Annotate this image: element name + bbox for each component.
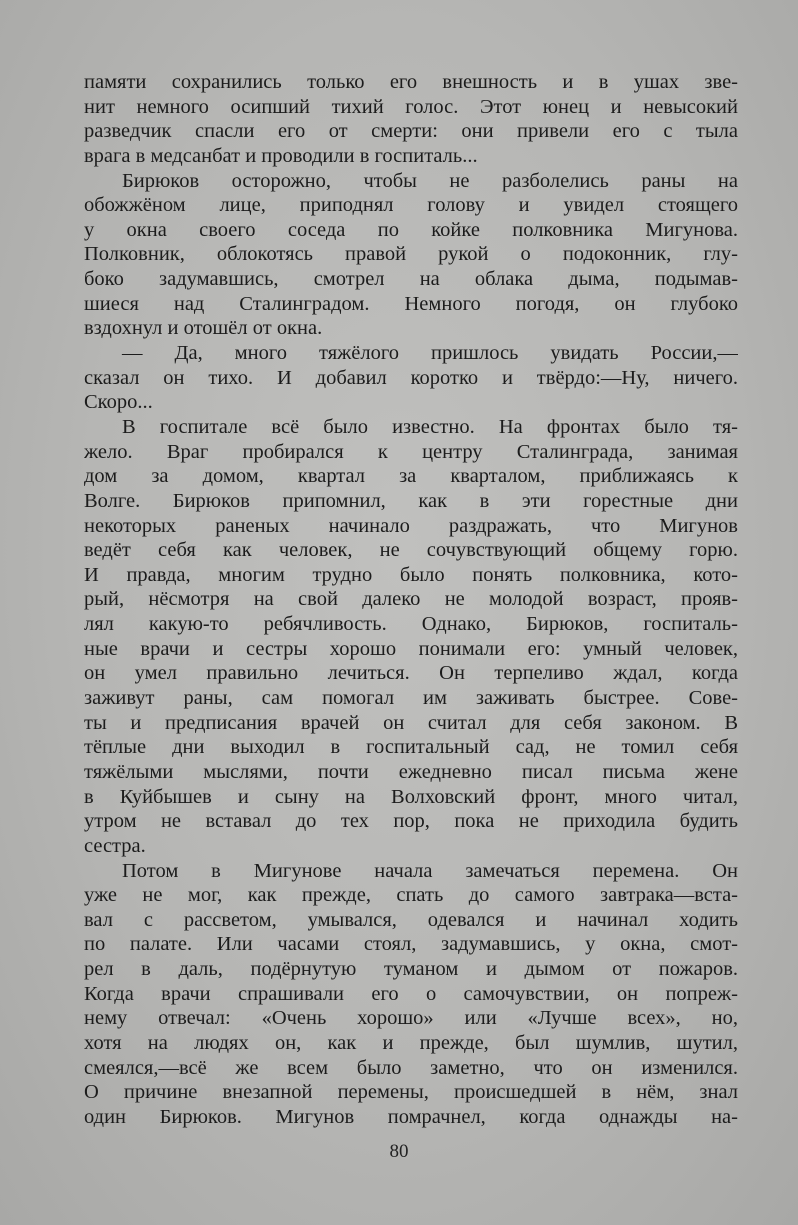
text-line-28: тёплые дни выходил в госпитальный сад, не томил себя <box>84 736 738 759</box>
book-page-text <box>84 70 738 1130</box>
text-line-32: сестра. <box>84 834 146 857</box>
text-line-2: нит немного осипший тихий голос. Этот юнец и невысокий <box>84 95 738 118</box>
text-line-30: в Куйбышев и сыну на Волховский фронт, много читал, <box>84 785 738 808</box>
text-line-24: ные врачи и сестры хорошо понимали его: умный человек, <box>84 637 738 660</box>
text-line-29: тяжёлыми мыслями, почти ежедневно писал письма жене <box>84 760 738 783</box>
text-line-20: ведёт себя как человек, не сочувствующий общему горю. <box>84 539 738 562</box>
text-line-9: боко задумавшись, смотрел на облака дыма, подымав- <box>84 268 738 291</box>
text-line-33: Потом в Мигунове начала замечаться перемена. Он <box>122 859 738 882</box>
text-line-5: Бирюков осторожно, чтобы не разболелись раны на <box>122 169 738 192</box>
text-line-39: нему отвечал: «Очень хорошо» или «Лучше всех», но, <box>84 1007 738 1030</box>
text-line-34: уже не мог, как прежде, спать до самого завтрака—вста- <box>84 884 738 907</box>
text-line-42: О причине внезапной перемены, происшедшей в нём, знал <box>84 1081 738 1104</box>
text-line-26: заживут раны, сам помогал им заживать быстрее. Сове- <box>84 687 738 710</box>
text-line-16: жело. Враг пробирался к центру Сталинграда, занимая <box>84 440 738 463</box>
text-line-11: вздохнул и отошёл от окна. <box>84 317 323 340</box>
text-line-3: разведчик спасли его от смерти: они привели его с тыла <box>84 120 738 143</box>
text-line-40: хотя на людях он, как и прежде, был шумлив, шутил, <box>84 1031 738 1054</box>
text-line-18: Волге. Бирюков припомнил, как в эти горестные дни <box>84 489 738 512</box>
text-line-23: лял какую-то ребячливость. Однако, Бирюков, госпиталь- <box>84 613 738 636</box>
text-line-43: один Бирюков. Мигунов помрачнел, когда однажды на- <box>84 1105 738 1128</box>
text-line-17: дом за домом, квартал за кварталом, приближаясь к <box>84 465 738 488</box>
text-line-41: смеялся,—всё же всем было заметно, что он изменился. <box>84 1056 738 1079</box>
text-line-13: сказал он тихо. И добавил коротко и твёрдо:—Ну, ничего. <box>84 366 738 389</box>
text-line-37: рел в даль, подёрнутую туманом и дымом от пожаров. <box>84 958 738 981</box>
text-line-12: — Да, много тяжёлого пришлось увидать России,— <box>122 342 738 365</box>
text-line-22: рый, нёсмотря на свой далеко не молодой возраст, прояв- <box>84 588 738 611</box>
text-line-8: Полковник, облокотясь правой рукой о подоконник, глу- <box>84 243 738 266</box>
text-line-15: В госпитале всё было известно. На фронтах было тя- <box>122 415 738 438</box>
text-line-21: И правда, многим трудно было понять полковника, кото- <box>84 563 738 586</box>
text-line-7: у окна своего соседа по койке полковника Мигунова. <box>84 218 738 241</box>
text-line-10: шиеся над Сталинградом. Немного погодя, он глубоко <box>84 292 738 315</box>
text-line-6: обожжёном лице, приподнял голову и увидел стоящего <box>84 194 738 217</box>
page-number: 80 <box>389 1141 409 1162</box>
text-line-35: вал с рассветом, умывался, одевался и начинал ходить <box>84 908 738 931</box>
text-line-25: он умел правильно лечиться. Он терпеливо ждал, когда <box>84 662 738 685</box>
text-line-14: Скоро... <box>84 391 153 414</box>
text-line-38: Когда врачи спрашивали его о самочувствии, он попреж- <box>84 982 738 1005</box>
text-line-4: врага в медсанбат и проводили в госпиталь... <box>84 144 478 167</box>
text-line-19: некоторых раненых начинало раздражать, что Мигунов <box>84 514 738 537</box>
text-line-36: по палате. Или часами стоял, задумавшись, у окна, смот- <box>84 933 738 956</box>
text-line-1: памяти сохранились только его внешность и в ушах зве- <box>84 71 738 93</box>
text-line-31: утром не вставал до тех пор, пока не приходила будить <box>84 810 738 833</box>
text-line-27: ты и предписания врачей он считал для себя законом. В <box>84 711 738 734</box>
